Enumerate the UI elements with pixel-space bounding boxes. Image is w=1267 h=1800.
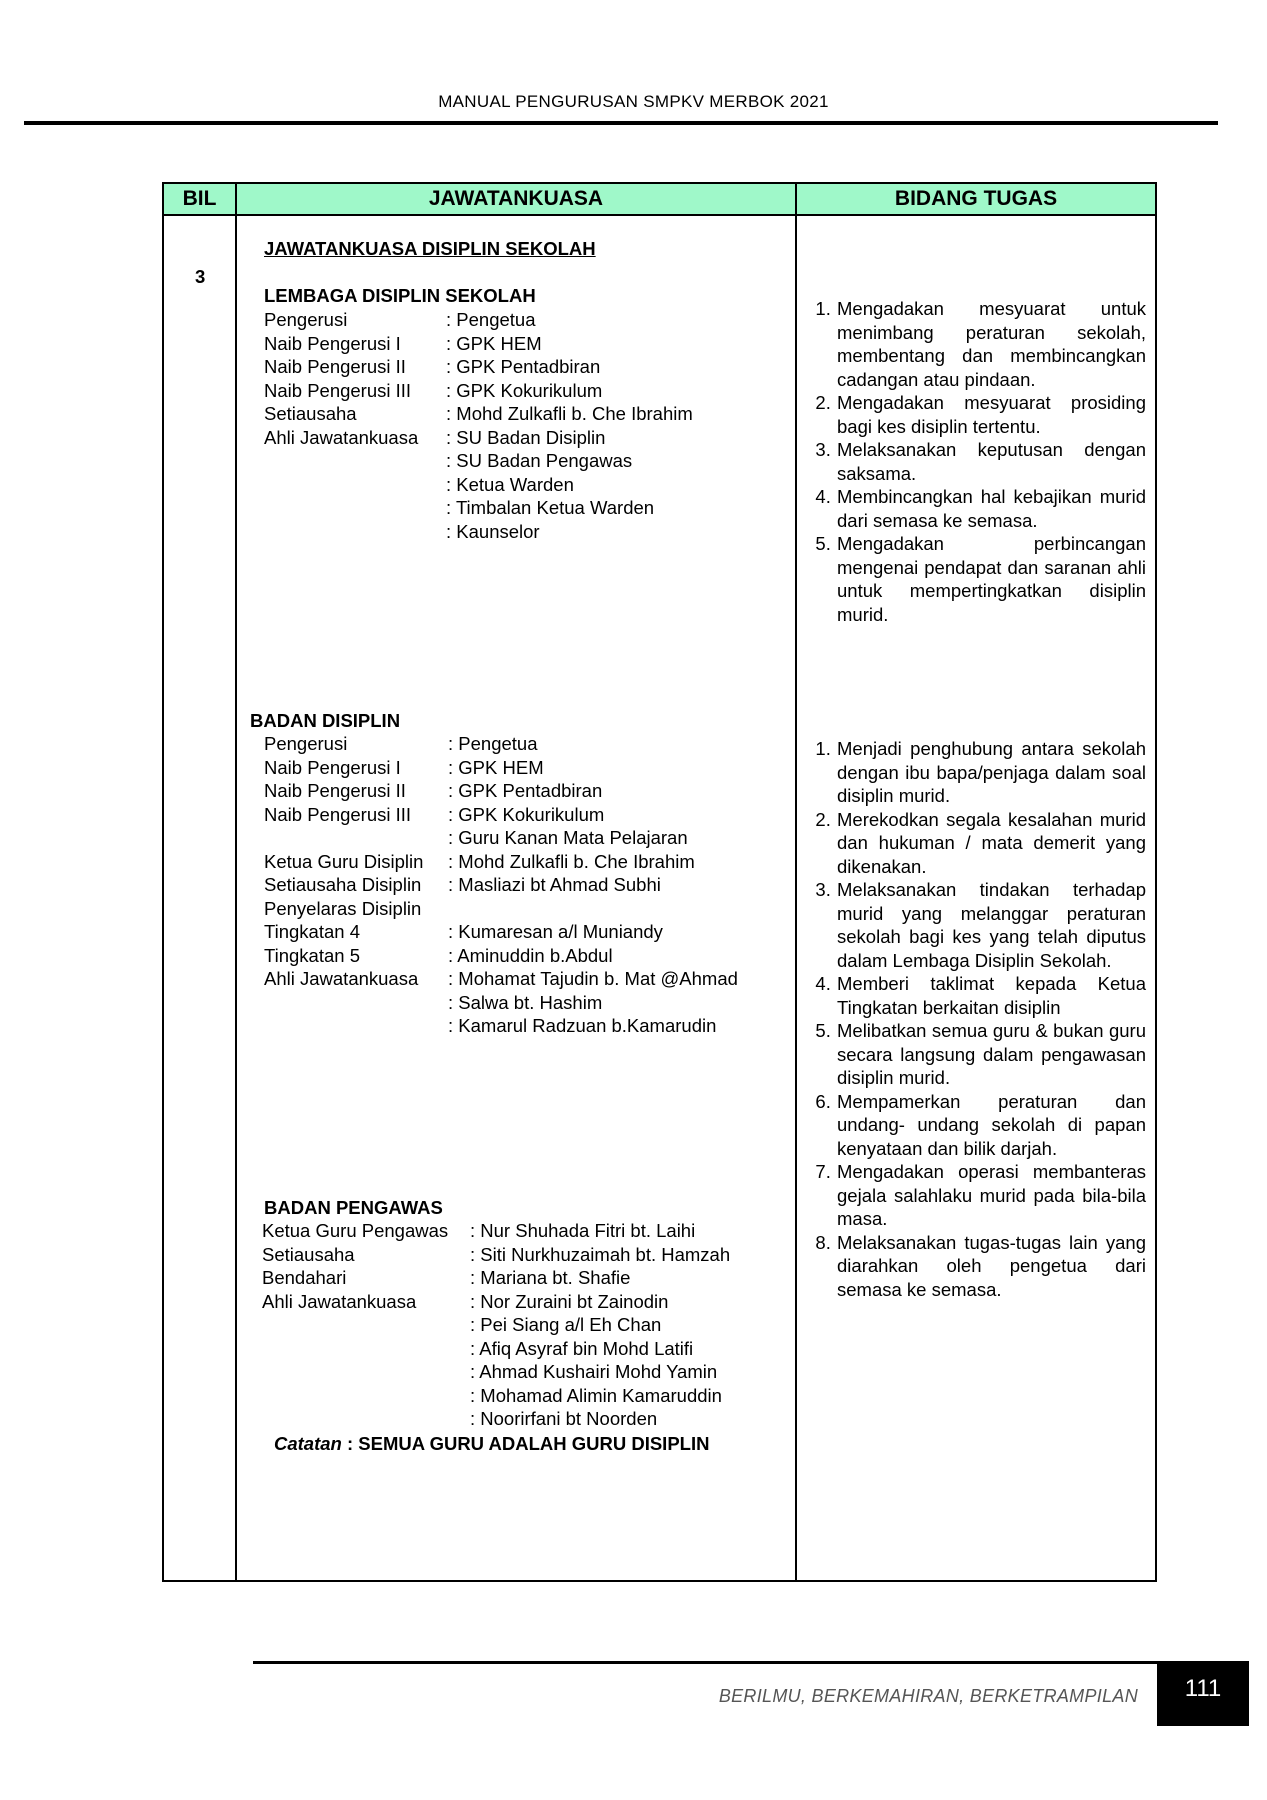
badan-disiplin-member-role: Naib Pengerusi I (264, 756, 401, 778)
lembaga-duty-item: 5. Mengadakan perbincangan mengenai pendapat dan saranan ahli untuk mempertingkatkan disiplin murid. (836, 532, 1146, 626)
badan-disiplin-member-role: Naib Pengerusi III (264, 803, 412, 825)
badan-pengawas-member-role: Ketua Guru Pengawas (262, 1220, 449, 1241)
lembaga-duty-item: 4. Membincangkan hal kebajikan murid dari semasa ke semasa. (836, 485, 1146, 532)
badan-disiplin-duty-item: 8. Melaksanakan tugas-tugas lain yang diarahkan oleh pengetua dari semasa ke semasa. (836, 1231, 1146, 1302)
column-header-bil: BIL (164, 184, 235, 216)
badan-disiplin-member-role: Tingkatan 4 (264, 921, 360, 942)
lembaga-member-name: : Mohd Zulkafli b. Che Ibrahim (446, 403, 693, 424)
badan-disiplin-member-name: : Mohamat Tajudin b. Mat @Ahmad (448, 968, 738, 989)
header-rule (24, 121, 1218, 125)
lembaga-member-name: : GPK Kokurikulum (446, 379, 603, 401)
lembaga-duty-item: 1. Mengadakan mesyuarat untuk menimbang peraturan sekolah, membentang dan membincangkan cadangan atau pindaan. (836, 297, 1146, 391)
lembaga-member-name: : GPK Pentadbiran (446, 356, 601, 377)
badan-disiplin-member-name: : Mohd Zulkafli b. Che Ibrahim (448, 850, 695, 872)
lembaga-member-name: : Ketua Warden (446, 473, 574, 495)
badan-pengawas-member-name: : Nor Zuraini bt Zainodin (470, 1290, 669, 1312)
badan-disiplin-member-role: Setiausaha Disiplin (264, 874, 422, 895)
badan-disiplin-member-role: Tingkatan 5 (264, 944, 360, 966)
badan-disiplin-member-name: : GPK HEM (448, 756, 544, 778)
duties-table (162, 182, 1157, 1582)
badan-pengawas-member-name: : Pei Siang a/l Eh Chan (470, 1314, 662, 1335)
badan-pengawas-member-role: Ahli Jawatankuasa (262, 1290, 417, 1312)
column-divider (795, 184, 797, 1580)
column-divider (235, 184, 237, 1580)
badan-disiplin-member-name: : GPK Pentadbiran (448, 780, 603, 801)
lembaga-member-role: Naib Pengerusi II (264, 356, 406, 377)
lembaga-member-role: Setiausaha (264, 403, 357, 424)
footer-motto: BERILMU, BERKEMAHIRAN, BERKETRAMPILAN (718, 1686, 1138, 1706)
badan-disiplin-title: BADAN DISIPLIN (250, 710, 401, 731)
note (274, 1432, 709, 1456)
lembaga-member-name: : Pengetua (446, 309, 536, 330)
badan-pengawas-member-role: Setiausaha (262, 1243, 355, 1265)
column-header-bidang-tugas: BIDANG TUGAS (797, 184, 1155, 216)
badan-disiplin-duty-item: 1. Menjadi penghubung antara sekolah dengan ibu bapa/penjaga dalam soal disiplin murid. (836, 737, 1146, 808)
page-header-title: MANUAL PENGURUSAN SMPKV MERBOK 2021 (438, 92, 829, 111)
badan-disiplin-duty-item: 7. Mengadakan operasi membanteras gejala salahlaku murid pada bila-bila masa. (836, 1160, 1146, 1231)
badan-disiplin-member-name: : Kumaresan a/l Muniandy (448, 921, 663, 942)
badan-disiplin-duty-item: 3. Melaksanakan tindakan terhadap murid yang melanggar peraturan sekolah bagi kes yang telah diputus dalam Lembaga Disiplin Sekolah. (836, 878, 1146, 972)
lembaga-member-role: Naib Pengerusi I (264, 332, 401, 354)
badan-disiplin-duty-item: 6. Mempamerkan peraturan dan undang- undang sekolah di papan kenyataan dan bilik darjah. (836, 1090, 1146, 1161)
badan-disiplin-member-role: Naib Pengerusi II (264, 780, 406, 801)
badan-disiplin-member-name: : Guru Kanan Mata Pelajaran (448, 827, 688, 848)
lembaga-member-name: : Timbalan Ketua Warden (446, 497, 655, 518)
badan-disiplin-member-name: : Aminuddin b.Abdul (448, 944, 613, 966)
badan-disiplin-member-role: Pengerusi (264, 733, 348, 754)
badan-pengawas-member-name: : Ahmad Kushairi Mohd Yamin (470, 1361, 718, 1382)
page-number: 111 (1157, 1661, 1249, 1726)
lembaga-member-name: : SU Badan Disiplin (446, 426, 606, 448)
footer-rule (253, 1661, 1157, 1664)
lembaga-member-role: Pengerusi (264, 309, 348, 330)
badan-pengawas-member-name: : Noorirfani bt Noorden (470, 1408, 658, 1429)
badan-pengawas-member-name: : Siti Nurkhuzaimah bt. Hamzah (470, 1243, 731, 1265)
note-text: : SEMUA GURU ADALAH GURU DISIPLIN (341, 1433, 710, 1454)
badan-disiplin-member-name: : Salwa bt. Hashim (448, 991, 603, 1013)
committee-title: JAWATANKUASA DISIPLIN SEKOLAH (264, 238, 596, 259)
badan-disiplin-duties-list (812, 737, 1146, 1301)
badan-pengawas-member-name: : Mariana bt. Shafie (470, 1267, 631, 1288)
badan-disiplin-member-name: : Masliazi bt Ahmad Subhi (448, 874, 661, 895)
badan-pengawas-member-name: : Mohamad Alimin Kamaruddin (470, 1384, 722, 1406)
lembaga-title: LEMBAGA DISIPLIN SEKOLAH (264, 285, 536, 306)
badan-pengawas-member-name: : Afiq Asyraf bin Mohd Latifi (470, 1337, 694, 1359)
row-number: 3 (195, 266, 206, 287)
lembaga-member-name: : Kaunselor (446, 520, 540, 542)
badan-disiplin-duty-item: 5. Melibatkan semua guru & bukan guru secara langsung dalam pengawasan disiplin murid. (836, 1019, 1146, 1090)
badan-pengawas-member-role: Bendahari (262, 1267, 347, 1288)
badan-pengawas-member-name: : Nur Shuhada Fitri bt. Laihi (470, 1220, 696, 1241)
lembaga-duty-item: 3. Melaksanakan keputusan dengan saksama. (836, 438, 1146, 485)
lembaga-duty-item: 2. Mengadakan mesyuarat prosiding bagi kes disiplin tertentu. (836, 391, 1146, 438)
column-header-jawatankuasa: JAWATANKUASA (237, 184, 795, 216)
badan-disiplin-duty-item: 4. Memberi taklimat kepada Ketua Tingkatan berkaitan disiplin (836, 972, 1146, 1019)
badan-disiplin-member-role: Ketua Guru Disiplin (264, 850, 424, 872)
badan-pengawas-title: BADAN PENGAWAS (264, 1197, 443, 1218)
badan-disiplin-member-name: : Pengetua (448, 733, 538, 754)
badan-disiplin-member-role: Penyelaras Disiplin (264, 897, 422, 919)
lembaga-member-name: : SU Badan Pengawas (446, 450, 633, 471)
badan-disiplin-member-name: : Kamarul Radzuan b.Kamarudin (448, 1015, 717, 1036)
badan-disiplin-member-name: : GPK Kokurikulum (448, 803, 605, 825)
lembaga-member-role: Naib Pengerusi III (264, 379, 412, 401)
badan-disiplin-duty-item: 2. Merekodkan segala kesalahan murid dan hukuman / mata demerit yang dikenakan. (836, 808, 1146, 879)
lembaga-duties-list (812, 297, 1146, 626)
lembaga-member-role: Ahli Jawatankuasa (264, 426, 419, 448)
note-label: Catatan (274, 1433, 342, 1454)
lembaga-member-name: : GPK HEM (446, 332, 542, 354)
badan-disiplin-member-role: Ahli Jawatankuasa (264, 968, 419, 989)
